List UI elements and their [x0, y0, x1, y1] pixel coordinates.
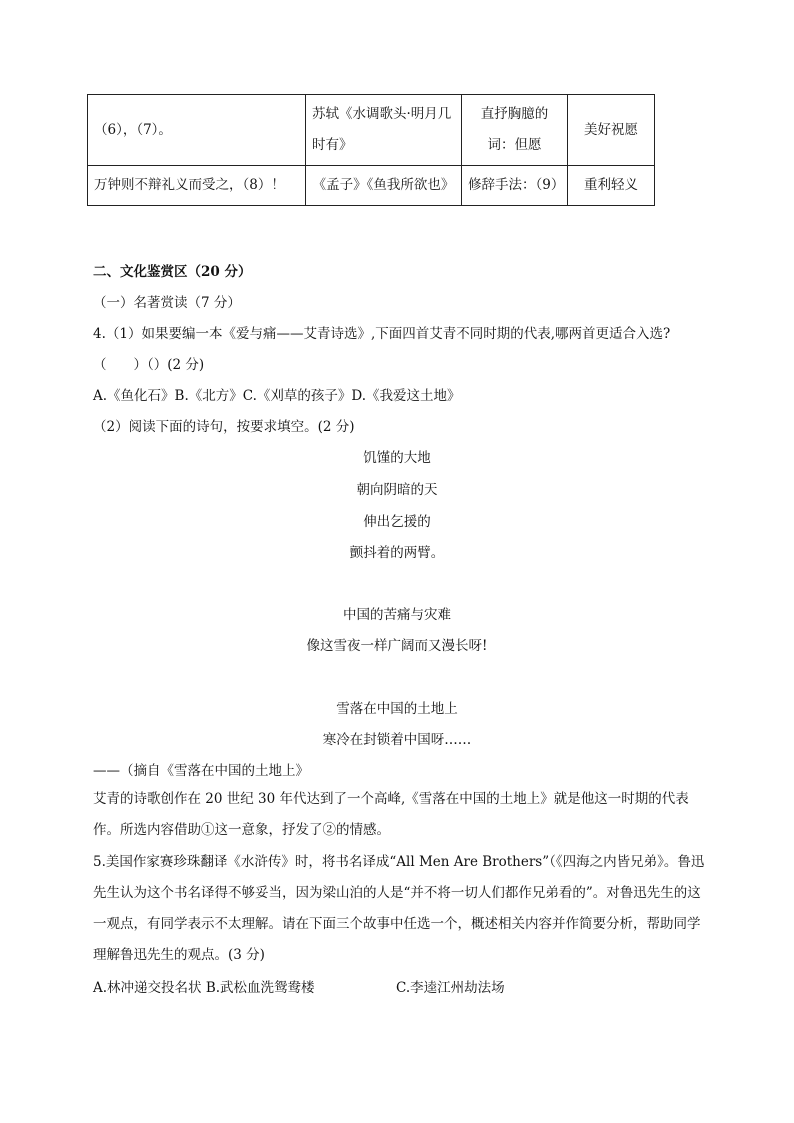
q4-analysis: 艾青的诗歌创作在 20 世纪 30 年代达到了一个高峰,《雪落在中国的土地上》就是他这一时期的代表作。所选内容借助①这一意象，抒发了②的情感。 [93, 791, 689, 838]
poem-line: 伸出乞援的 [363, 514, 431, 530]
poem-line: 中国的苦痛与灾难 [343, 607, 451, 623]
q4-part2: （2）阅读下面的诗句，按要求填空。(2 分) [93, 419, 355, 435]
section-title: 二、文化鉴赏区（20 分） [93, 264, 252, 280]
q5-option-c: C.李逵江州劫法场 [396, 980, 505, 996]
table-cell: 苏轼《水调歌头·明月几时有》 [306, 95, 462, 166]
q4-stem: 4.（1）如果要编一本《爱与痛——艾青诗选》,下面四首艾青不同时期的代表,哪两首更适合入选? [93, 326, 671, 342]
poem-line: 饥馑的大地 [363, 450, 431, 466]
table-cell: 美好祝愿 [568, 95, 655, 166]
table-cell: 直抒胸臆的词：但愿 [462, 95, 568, 166]
q4-options: A.《鱼化石》B.《北方》C.《刈草的孩子》D.《我爱这土地》 [93, 388, 461, 404]
q4-blank: （ ）（）(2 分) [93, 357, 205, 373]
poem-line: 像这雪夜一样广阔而又漫长呀! [306, 638, 488, 654]
table-cell: 万钟则不辩礼义而受之，（8）！ [88, 166, 306, 206]
table-cell: 重利轻义 [568, 166, 655, 206]
poem-line: 朝向阴暗的天 [356, 482, 438, 498]
answer-table [87, 94, 655, 206]
table-row [88, 166, 655, 206]
q5-text: 5.美国作家赛珍珠翻译《水浒传》时，将书名译成“All Men Are Brothers”（《四海之内皆兄弟》。鲁迅先生认为这个书名译得不够妥当，因为梁山泊的人是“并不将一切人们都作兄弟看的”。对鲁迅先生的这一观点，有同学表示不太理解。请在下面三个故事中任选一个，概述相关内容并作简要分析，帮助同学理解鲁迅先生的观点。(3 分) [93, 854, 705, 963]
table-cell: 修辞手法：（9） [462, 166, 568, 206]
table-cell: 《孟子》《鱼我所欲也》 [306, 166, 462, 206]
q5-options-ab: A.林冲递交投名状 B.武松血洗鸳鸯楼 [93, 980, 315, 996]
subsection-title: （一）名著赏读（7 分） [93, 295, 241, 311]
poem-line: 雪落在中国的土地上 [336, 701, 458, 717]
poem-source: ——（摘自《雪落在中国的土地上》 [93, 763, 309, 779]
table-row [88, 95, 655, 166]
table-cell: （6），（7）。 [88, 95, 306, 166]
poem-line: 寒冷在封锁着中国呀…… [322, 732, 472, 748]
poem-line: 颤抖着的两臂。 [349, 545, 445, 561]
